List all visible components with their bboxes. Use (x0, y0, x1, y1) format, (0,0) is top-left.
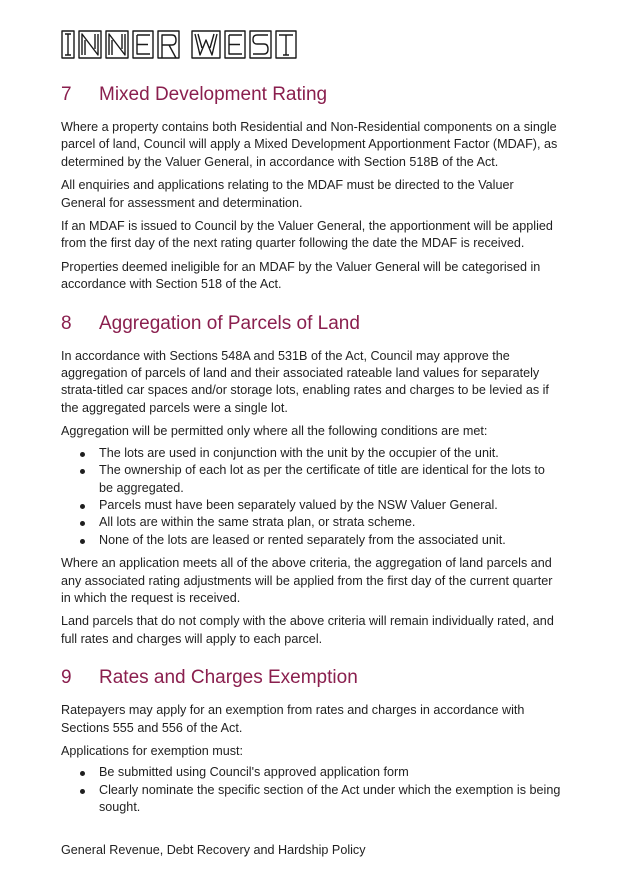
list-item: Clearly nominate the specific section of the Act under which the exemption is being sought. (61, 782, 561, 817)
section-aggregation-of-parcels (61, 312, 561, 649)
section-heading (61, 83, 561, 107)
paragraph: Where a property contains both Residential and Non-Residential components on a single parcel of land, Council will apply a Mixed Development Apportionment Factor (MDAF), as determined by the Valuer General, in accordance with Section 518B of the Act. (61, 120, 558, 169)
section-heading (61, 666, 561, 690)
paragraph: Applications for exemption must: (61, 743, 243, 758)
section-rates-and-charges-exemption (61, 666, 561, 816)
list-item: The lots are used in conjunction with the unit by the occupier of the unit. (61, 445, 561, 462)
requirements-list (61, 764, 561, 816)
section-title: Mixed Development Rating (99, 84, 328, 105)
section-number: 7 (61, 84, 72, 105)
paragraph: If an MDAF is issued to Council by the Valuer General, the apportionment will be applied from the first day of the next rating quarter following the date the MDAF is received. (61, 219, 553, 251)
paragraph: Where an application meets all of the above criteria, the aggregation of land parcels and any associated rating adjustments will be applied from the first day of the current quarter in which the request is received. (61, 556, 553, 605)
paragraph: Ratepayers may apply for an exemption from rates and charges in accordance with Sections 555 and 556 of the Act. (61, 703, 525, 735)
page-footer: General Revenue, Debt Recovery and Hardship Policy (61, 843, 366, 857)
section-number: 8 (61, 312, 72, 334)
list-item: Parcels must have been separately valued by the NSW Valuer General. (61, 497, 561, 514)
paragraph: Aggregation will be permitted only where all the following conditions are met: (61, 424, 488, 439)
inner-west-council-logo-icon (61, 28, 297, 62)
inner-west-logo (61, 28, 297, 62)
list-item: The ownership of each lot as per the certificate of title are identical for the lots to be aggregated. (61, 462, 561, 497)
document-body (61, 83, 561, 817)
section-title: Rates and Charges Exemption (99, 667, 358, 689)
section-mixed-development-rating (61, 83, 561, 294)
conditions-list (61, 445, 561, 549)
paragraph: Properties deemed ineligible for an MDAF by the Valuer General will be categorised in accordance with Section 518 of the Act. (61, 259, 541, 292)
section-heading (61, 312, 561, 336)
paragraph: All enquiries and applications relating to the MDAF must be directed to the Valuer General for assessment and determination. (61, 178, 514, 210)
section-number: 9 (61, 667, 72, 689)
paragraph: In accordance with Sections 548A and 531B of the Act, Council may approve the aggregation of parcels of land and their associated rateable land values for separately strata-titled car spaces and/or storage lots, enabling rates and charges to be levied as if the aggregated parcels were a single lot. (61, 348, 549, 415)
list-item: None of the lots are leased or rented separately from the associated unit. (61, 532, 561, 549)
list-item: All lots are within the same strata plan, or strata scheme. (61, 514, 561, 531)
section-title: Aggregation of Parcels of Land (99, 312, 360, 334)
paragraph: Land parcels that do not comply with the above criteria will remain individually rated, and full rates and charges will apply to each parcel. (61, 614, 554, 646)
list-item: Be submitted using Council's approved application form (61, 764, 561, 781)
